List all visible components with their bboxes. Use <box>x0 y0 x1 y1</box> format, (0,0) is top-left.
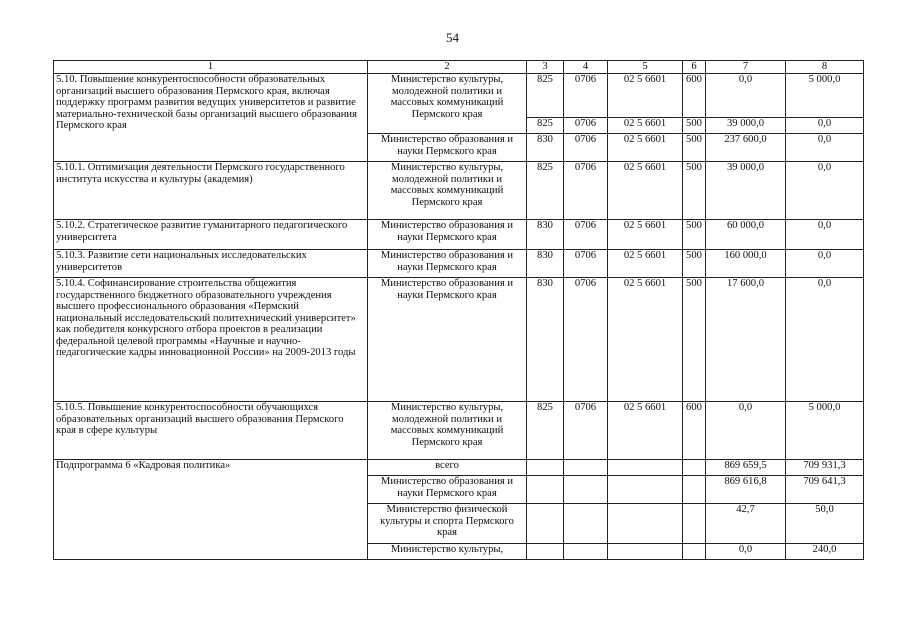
amount-cell: 60 000,0 <box>706 220 786 250</box>
org-cell: Министерство культуры, молодежной политики и массовых коммуникаций Пермского края <box>368 162 527 220</box>
org-cell: Министерство культуры, молодежной политики и массовых коммуникаций Пермского края <box>368 402 527 460</box>
header-cell: 2 <box>368 61 527 74</box>
amount-cell: 869 659,5 <box>706 460 786 476</box>
amount-cell: 869 616,8 <box>706 476 786 504</box>
header-row <box>54 61 864 74</box>
amount-cell: 240,0 <box>786 544 864 560</box>
amount-cell: 42,7 <box>706 504 786 544</box>
org-cell: Министерство культуры, <box>368 544 527 560</box>
item-name: 5.10.5. Повышение конкурентоспособности обучающихся образовательных организаций высшего образования Пермского края в сфере культуры <box>54 402 368 460</box>
cell: 500 <box>683 118 706 134</box>
cell <box>564 544 608 560</box>
cell: 500 <box>683 220 706 250</box>
cell: 825 <box>527 402 564 460</box>
cell: 02 5 6601 <box>608 278 683 402</box>
item-name: Подпрограмма 6 «Кадровая политика» <box>54 460 368 560</box>
table-row <box>54 74 864 118</box>
org-cell: всего <box>368 460 527 476</box>
cell <box>608 476 683 504</box>
cell: 0706 <box>564 118 608 134</box>
cell: 600 <box>683 402 706 460</box>
cell: 500 <box>683 134 706 162</box>
cell: 830 <box>527 220 564 250</box>
amount-cell: 39 000,0 <box>706 118 786 134</box>
cell: 825 <box>527 162 564 220</box>
cell <box>527 476 564 504</box>
item-name: 5.10.2. Стратегическое развитие гуманитарного педагогического университета <box>54 220 368 250</box>
table-row <box>54 250 864 278</box>
org-cell: Министерство культуры, молодежной политики и массовых коммуникаций Пермского края <box>368 74 527 134</box>
amount-cell: 17 600,0 <box>706 278 786 402</box>
cell <box>564 504 608 544</box>
page-number: 54 <box>446 30 459 45</box>
header-cell: 1 <box>54 61 368 74</box>
amount-cell: 5 000,0 <box>786 74 864 118</box>
cell <box>683 476 706 504</box>
amount-cell: 0,0 <box>786 278 864 402</box>
org-cell: Министерство образования и науки Пермского края <box>368 250 527 278</box>
amount-cell: 0,0 <box>706 74 786 118</box>
cell: 02 5 6601 <box>608 162 683 220</box>
cell <box>564 476 608 504</box>
amount-cell: 237 600,0 <box>706 134 786 162</box>
cell: 500 <box>683 278 706 402</box>
org-cell: Министерство образования и науки Пермского края <box>368 476 527 504</box>
cell <box>527 504 564 544</box>
header-cell: 5 <box>608 61 683 74</box>
amount-cell: 709 641,3 <box>786 476 864 504</box>
cell: 500 <box>683 162 706 220</box>
cell <box>683 544 706 560</box>
amount-cell: 0,0 <box>786 220 864 250</box>
header-cell: 3 <box>527 61 564 74</box>
cell <box>608 544 683 560</box>
amount-cell: 160 000,0 <box>706 250 786 278</box>
amount-cell: 0,0 <box>786 134 864 162</box>
cell: 02 5 6601 <box>608 118 683 134</box>
amount-cell: 0,0 <box>706 402 786 460</box>
header-cell: 4 <box>564 61 608 74</box>
item-name: 5.10.1. Оптимизация деятельности Пермского государственного института искусства и культуры (академия) <box>54 162 368 220</box>
org-cell: Министерство образования и науки Пермского края <box>368 134 527 162</box>
header-cell: 8 <box>786 61 864 74</box>
org-cell: Министерство физической культуры и спорта Пермского края <box>368 504 527 544</box>
cell <box>683 460 706 476</box>
cell <box>564 460 608 476</box>
cell: 825 <box>527 74 564 118</box>
cell <box>608 460 683 476</box>
header-cell: 6 <box>683 61 706 74</box>
table-row <box>54 460 864 476</box>
cell: 0706 <box>564 74 608 118</box>
budget-table <box>53 60 864 560</box>
cell: 600 <box>683 74 706 118</box>
cell: 0706 <box>564 134 608 162</box>
amount-cell: 50,0 <box>786 504 864 544</box>
org-cell: Министерство образования и науки Пермского края <box>368 278 527 402</box>
cell: 02 5 6601 <box>608 250 683 278</box>
table-row <box>54 162 864 220</box>
amount-cell: 0,0 <box>786 250 864 278</box>
amount-cell: 0,0 <box>786 118 864 134</box>
cell <box>527 544 564 560</box>
cell: 830 <box>527 278 564 402</box>
cell: 0706 <box>564 402 608 460</box>
cell <box>683 504 706 544</box>
cell: 0706 <box>564 220 608 250</box>
item-name: 5.10.3. Развитие сети национальных исследовательских университетов <box>54 250 368 278</box>
amount-cell: 5 000,0 <box>786 402 864 460</box>
amount-cell: 0,0 <box>706 544 786 560</box>
cell: 0706 <box>564 162 608 220</box>
cell: 02 5 6601 <box>608 134 683 162</box>
cell: 830 <box>527 250 564 278</box>
table-row <box>54 402 864 460</box>
amount-cell: 0,0 <box>786 162 864 220</box>
cell: 02 5 6601 <box>608 74 683 118</box>
header-cell: 7 <box>706 61 786 74</box>
table-row <box>54 278 864 402</box>
cell: 02 5 6601 <box>608 220 683 250</box>
org-cell: Министерство образования и науки Пермского края <box>368 220 527 250</box>
cell: 0706 <box>564 278 608 402</box>
cell: 500 <box>683 250 706 278</box>
table-row <box>54 220 864 250</box>
item-name: 5.10. Повышение конкурентоспособности образовательных организаций высшего образования Пермского края, включая поддержку программ развития ведущих университетов и развитие материально-технической базы организаций высшего образования Пермского края <box>54 74 368 162</box>
amount-cell: 709 931,3 <box>786 460 864 476</box>
cell: 830 <box>527 134 564 162</box>
cell: 02 5 6601 <box>608 402 683 460</box>
item-name: 5.10.4. Софинансирование строительства общежития государственного бюджетного образовательного учреждения высшего профессионального образования «Пермский национальный исследовательский политехнический университет» как победителя конкурсного отбора проектов в реализации федеральной целевой программы «Научные и научно-педагогические кадры инновационной России» на 2009-2013 годы <box>54 278 368 402</box>
amount-cell: 39 000,0 <box>706 162 786 220</box>
cell: 825 <box>527 118 564 134</box>
cell <box>608 504 683 544</box>
cell: 0706 <box>564 250 608 278</box>
cell <box>527 460 564 476</box>
